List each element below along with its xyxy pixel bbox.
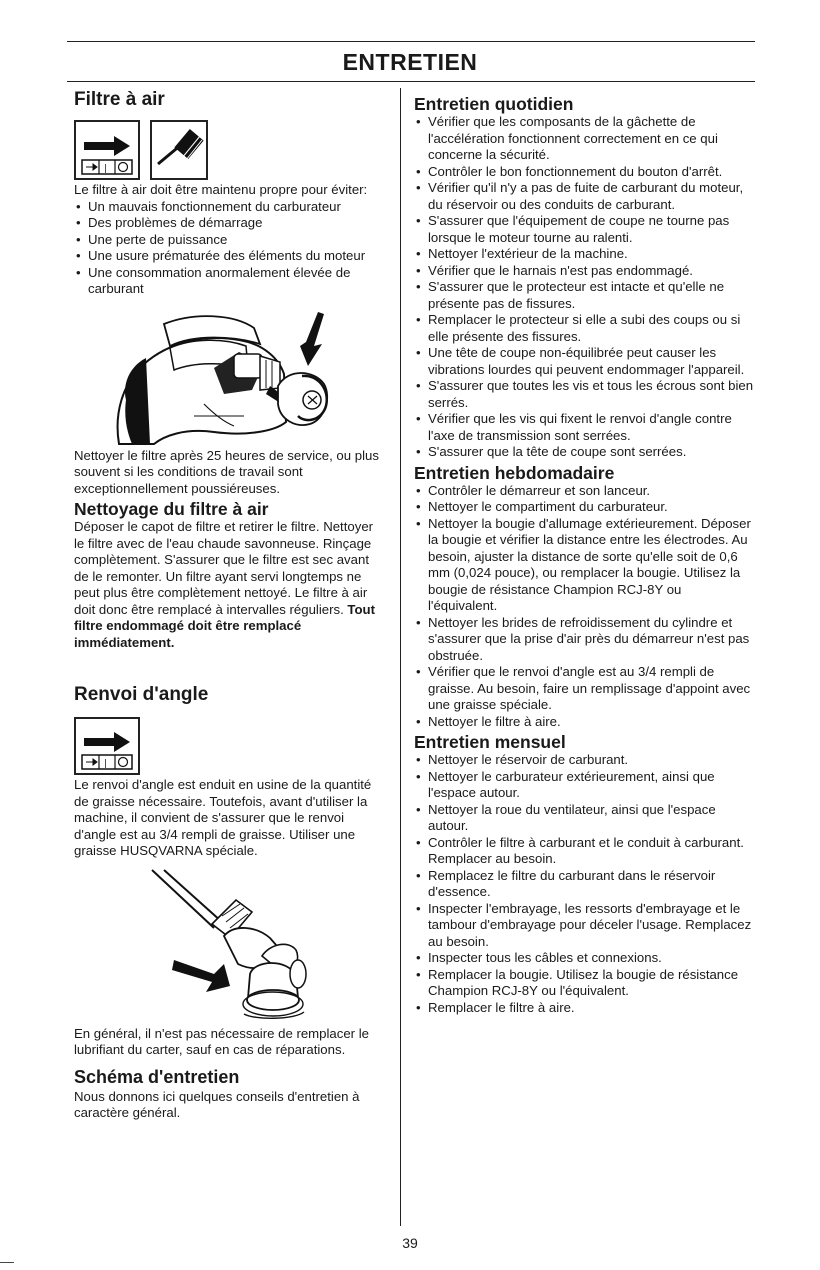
list-item: • S'assurer que la tête de coupe sont serrées.	[414, 444, 754, 461]
air-filter-heading: Filtre à air	[74, 89, 165, 110]
gear-icons	[74, 717, 386, 775]
list-item: • Contrôler le bon fonctionnement du bouton d'arrêt.	[414, 164, 754, 181]
list-item: • Un mauvais fonctionnement du carburateur	[74, 199, 386, 216]
monthly-heading: Entretien mensuel	[414, 732, 566, 752]
list-item: • S'assurer que l'équipement de coupe ne tourne pas lorsque le moteur tourne au ralenti.	[414, 213, 754, 246]
list-item: • Une tête de coupe non-équilibrée peut causer les vibrations lourdes qui peuvent endommager l'appareil.	[414, 345, 754, 378]
cleaning-heading: Nettoyage du filtre à air	[74, 499, 269, 519]
arrow-switch-icon	[74, 120, 140, 180]
brush-icon	[150, 120, 208, 180]
list-item: • Inspecter tous les câbles et connexions.	[414, 950, 754, 967]
arrow-switch-icon	[74, 717, 140, 775]
gear-section	[74, 683, 386, 1059]
list-item: • Des problèmes de démarrage	[74, 215, 386, 232]
header-rule-top	[67, 41, 755, 42]
schema-section	[74, 1065, 386, 1122]
left-column	[74, 88, 386, 1122]
list-item: • S'assurer que toutes les vis et tous les écrous sont bien serrés.	[414, 378, 754, 411]
list-item: • Nettoyer l'extérieur de la machine.	[414, 246, 754, 263]
list-item: • Contrôler le démarreur et son lanceur.	[414, 483, 754, 500]
list-item: • Remplacez le filtre du carburant dans le réservoir d'essence.	[414, 868, 754, 901]
cleaning-text	[74, 519, 386, 651]
gear-heading: Renvoi d'angle	[74, 684, 209, 705]
monthly-bullets	[414, 752, 754, 1016]
list-item: • Remplacer la bougie. Utilisez la bougie de résistance Champion RCJ-8Y ou l'équivalent.	[414, 967, 754, 1000]
list-item: • Une consommation anormalement élevée de carburant	[74, 265, 386, 298]
air-filter-icons	[74, 120, 386, 180]
air-filter-intro: Le filtre à air doit être maintenu propre pour éviter:	[74, 182, 368, 197]
list-item: • Vérifier que les vis qui fixent le renvoi d'angle contre l'axe de transmission sont serrées.	[414, 411, 754, 444]
air-filter-bullets	[74, 199, 386, 298]
list-item: • Vérifier que le harnais n'est pas endommagé.	[414, 263, 754, 280]
page-title: ENTRETIEN	[342, 49, 478, 75]
list-item: • Remplacer le protecteur si elle a subi des coups ou si elle présente des fissures.	[414, 312, 754, 345]
list-item: • Nettoyer le carburateur extérieurement, ainsi que l'espace autour.	[414, 769, 754, 802]
schema-heading: Schéma d'entretien	[74, 1066, 240, 1087]
weekly-bullets	[414, 483, 754, 731]
list-item: • Inspecter l'embrayage, les ressorts d'embrayage et le tambour d'embrayage pour déceler l'usage. Remplacez au besoin.	[414, 901, 754, 951]
gear-text: Le renvoi d'angle est enduit en usine de la quantité de graisse nécessaire. Toutefois, avant d'utiliser la machine, il convient de s'assurer que le renvoi d'angle est au 3/4 rempli de graisse. Utiliser une graisse HUSQVARNA spéciale.	[74, 777, 372, 858]
crop-mark	[0, 1262, 14, 1263]
list-item: • Une usure prématurée des éléments du moteur	[74, 248, 386, 265]
list-item: • Vérifier que le renvoi d'angle est au 3/4 rempli de graisse. Au besoin, faire un remplissage d'appoint avec une graisse spéciale.	[414, 664, 754, 714]
list-item: • Remplacer le filtre à aire.	[414, 1000, 754, 1017]
cleaning-section	[74, 499, 386, 651]
schema-text: Nous donnons ici quelques conseils d'entretien à caractère général.	[74, 1088, 360, 1120]
weekly-heading: Entretien hebdomadaire	[414, 462, 615, 483]
right-column	[414, 94, 754, 1016]
list-item: • Contrôler le filtre à carburant et le conduit à carburant. Remplacer au besoin.	[414, 835, 754, 868]
list-item: • Nettoyer le filtre à aire.	[414, 714, 754, 731]
svg-text:|: |	[104, 164, 108, 174]
list-item: • Nettoyer la roue du ventilateur, ainsi que l'espace autour.	[414, 802, 754, 835]
list-item: • Vérifier qu'il n'y a pas de fuite de carburant du moteur, du réservoir ou des conduits de carburant.	[414, 180, 754, 213]
air-filter-service-text: Nettoyer le filtre après 25 heures de service, ou plus souvent si les conditions de travail sont exceptionnellement poussiéreuses.	[74, 447, 379, 496]
air-filter-illustration	[74, 304, 386, 446]
gear-head-illustration	[74, 864, 386, 1024]
daily-heading: Entretien quotidien	[414, 94, 574, 114]
cleaning-warning: Tout filtre endommagé doit être remplacé immédiatement.	[74, 601, 376, 650]
daily-section	[414, 94, 754, 461]
gear-lubricant-text: En général, il n'est pas nécessaire de remplacer le lubrifiant du carter, sauf en cas de réparations.	[74, 1025, 369, 1057]
daily-bullets	[414, 114, 754, 461]
list-item: • Nettoyer la bougie d'allumage extérieurement. Déposer la bougie et vérifier la distance entre les électrodes. Au besoin, ajuster la distance de sorte qu'elle soit de 0,6 mm (0,024 pouce), ou remplacer la bougie. Utilisez la bougie de résistance Champion RCJ-8Y ou l'équivalent.	[414, 516, 754, 615]
svg-text:|: |	[104, 759, 108, 769]
list-item: • Vérifier que les composants de la gâchette de l'accélération fonctionnent correctement en ce qui concerne la sécurité.	[414, 114, 754, 164]
column-divider	[400, 88, 401, 1226]
cleaning-body: Déposer le capot de filtre et retirer le filtre. Nettoyer le filtre avec de l'eau chaude savonneuse. Rinçage complètement. S'assurer que le filtre est sec avant de le remonter. Un filtre ayant servi longtemps ne peut plus être complètement nettoyé. Le filtre à air doit donc être remplacé à intervalles réguliers.	[74, 519, 374, 617]
page-number: 39	[402, 1235, 418, 1251]
list-item: • Nettoyer les brides de refroidissement du cylindre et s'assurer que la prise d'air près du démarreur n'est pas obstruée.	[414, 615, 754, 665]
list-item: • Nettoyer le réservoir de carburant.	[414, 752, 754, 769]
header-rule-bottom	[67, 81, 755, 82]
air-filter-section	[74, 88, 386, 497]
list-item: • Nettoyer le compartiment du carburateur.	[414, 499, 754, 516]
list-item: • S'assurer que le protecteur est intacte et qu'elle ne présente pas de fissures.	[414, 279, 754, 312]
list-item: • Une perte de puissance	[74, 232, 386, 249]
weekly-section	[414, 463, 754, 731]
monthly-section	[414, 732, 754, 1016]
